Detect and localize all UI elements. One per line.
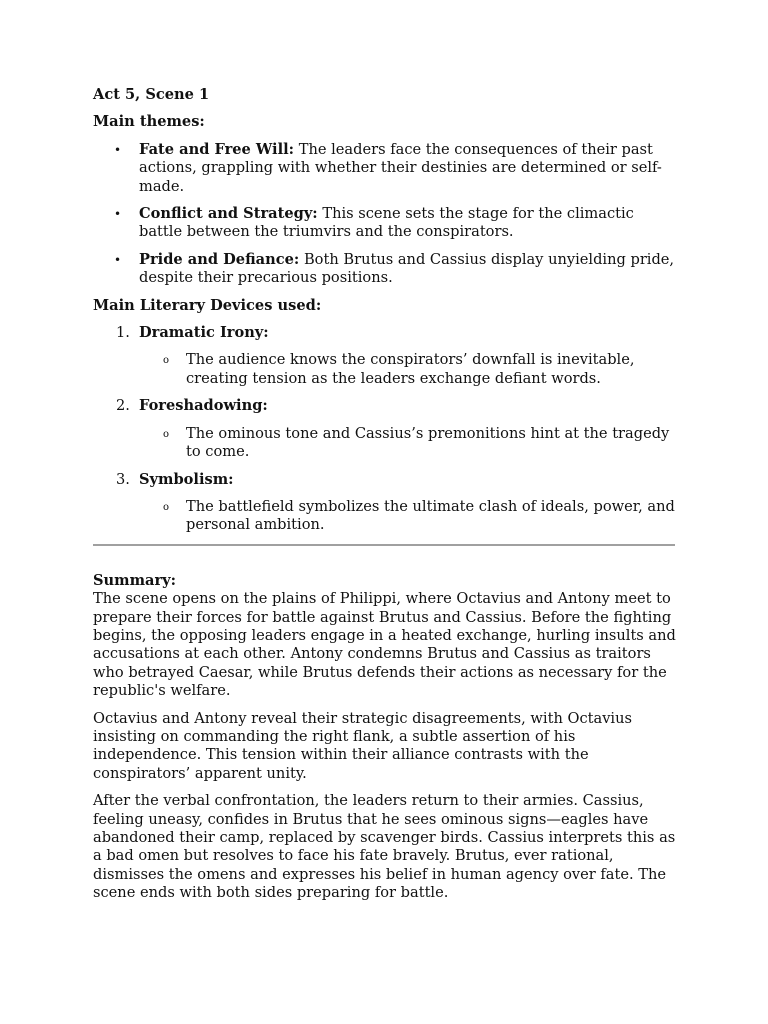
themes-list	[93, 141, 679, 288]
device-name: Dramatic Irony:	[139, 324, 269, 342]
page-title: Act 5, Scene 1	[93, 86, 210, 103]
devices-list	[93, 324, 679, 535]
theme-term: Pride and Defiance:	[139, 250, 300, 268]
list-item	[93, 324, 679, 388]
bullet-icon: •	[114, 207, 122, 222]
list-item	[93, 205, 679, 242]
devices-heading: Main Literary Devices used:	[93, 296, 322, 314]
circle-bullet-icon: o	[163, 355, 170, 367]
bullet-icon: •	[114, 252, 122, 267]
device-detail-text: The ominous tone and Cassius’s premonitions hint at the tragedy to come.	[186, 424, 670, 461]
circle-bullet-icon: o	[163, 501, 170, 513]
device-detail-text: The audience knows the conspirators’ downfall is inevitable, creating tension as the leaders exchange defiant words.	[186, 351, 635, 387]
list-number: 1.	[116, 324, 130, 342]
device-detail-text: The battlefield symbolizes the ultimate clash of ideals, power, and personal ambition.	[186, 497, 675, 534]
themes-heading: Main themes:	[93, 113, 205, 131]
summary-paragraph: Octavius and Antony reveal their strategic disagreements, with Octavius insisting on commanding the right flank, a subtle assertion of his independence. This tension within their alliance contrasts with the conspirators’ apparent unity.	[93, 709, 632, 782]
list-number: 2.	[116, 397, 130, 415]
summary-paragraph: The scene opens on the plains of Philippi, where Octavius and Antony meet to prepare their forces for battle against Brutus and Cassius. Before the fighting begins, the opposing leaders engage in a heated exchange, hurling insults and accusations at each other. Antony condemns Brutus and Cassius as traitors who betrayed Caesar, while Brutus defends their actions as necessary for the republic's welfare.	[93, 590, 676, 700]
list-number: 3.	[116, 470, 130, 488]
document-body	[93, 86, 679, 912]
theme-text: This scene sets the stage for the climactic battle between the triumvirs and the conspirators.	[139, 205, 634, 241]
theme-text: The leaders face the consequences of their past actions, grappling with whether their destinies are determined or self-made.	[139, 140, 662, 195]
device-detail	[93, 498, 679, 535]
device-detail	[93, 351, 679, 388]
theme-text: Both Brutus and Cassius display unyielding pride, despite their precarious positions.	[139, 250, 675, 287]
circle-bullet-icon: o	[163, 428, 170, 440]
summary-paragraph: After the verbal confrontation, the leaders return to their armies. Cassius, feeling uneasy, confides in Brutus that he sees ominous signs—eagles have abandoned their camp, replaced by scavenger birds. Cassius interprets this as a bad omen but resolves to face his fate bravely. Brutus, ever rational, dismisses the omens and expresses his belief in human agency over fate. The scene ends with both sides preparing for battle.	[93, 792, 676, 902]
list-item	[93, 251, 679, 288]
list-item	[93, 141, 679, 196]
theme-term: Fate and Free Will:	[139, 140, 295, 158]
device-name: Foreshadowing:	[139, 397, 268, 415]
list-item	[93, 471, 679, 535]
device-detail	[93, 425, 679, 462]
summary-heading: Summary:	[93, 571, 177, 589]
theme-term: Conflict and Strategy:	[139, 205, 318, 223]
list-item	[93, 397, 679, 461]
horizontal-divider	[93, 544, 675, 546]
bullet-icon: •	[114, 142, 122, 157]
device-name: Symbolism:	[139, 470, 234, 488]
